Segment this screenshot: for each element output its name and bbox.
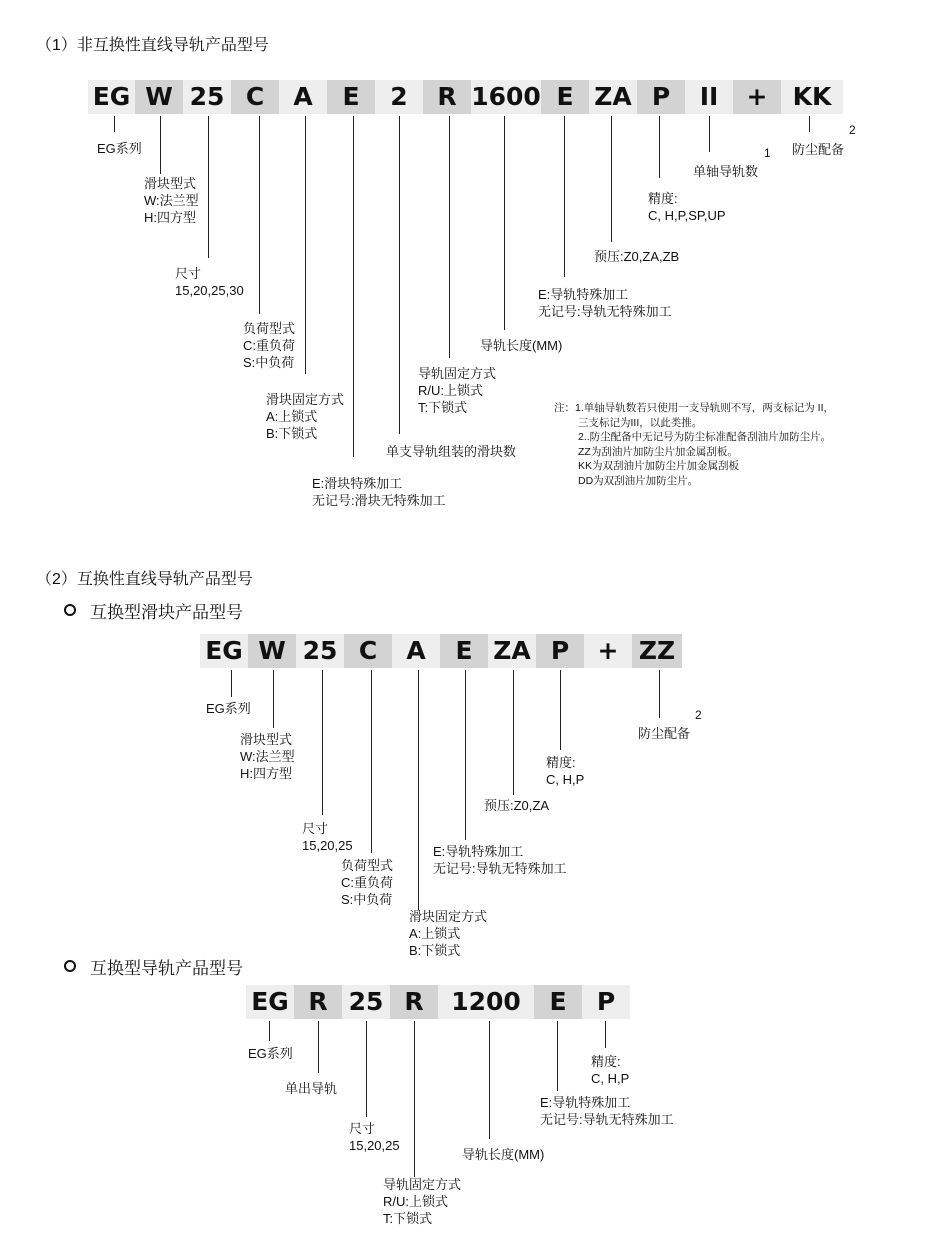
footnote-marker-2: 2 (849, 123, 856, 137)
leader-line (709, 116, 710, 152)
code-seg-rail-special: E (534, 985, 582, 1019)
code-seg-dust: ZZ (632, 634, 682, 668)
code-seg-plus: + (733, 80, 781, 114)
label-single-rail: 单出导轨 (285, 1081, 338, 1096)
code-seg-block-type: W (248, 634, 296, 668)
code-seg-rail-length: 1200 (438, 985, 534, 1019)
leader-line (489, 1021, 490, 1139)
code-seg-precision: P (637, 80, 685, 114)
leader-line (414, 1021, 415, 1177)
code-seg-series: EG (246, 985, 294, 1019)
leader-line (564, 116, 565, 277)
label-rail-count: 单轴导轨数 (693, 164, 759, 179)
leader-line (513, 670, 514, 795)
leader-line (418, 670, 419, 910)
footnote-marker-2: 2 (695, 708, 702, 722)
code-seg-size: 25 (183, 80, 231, 114)
section-2b-title: 互换型导轨产品型号 (90, 959, 243, 978)
leader-line (659, 116, 660, 178)
code-seg-rail-special: E (541, 80, 589, 114)
code-seg-precision: P (582, 985, 630, 1019)
leader-line (560, 670, 561, 750)
leader-line (449, 116, 450, 358)
leader-line (208, 116, 209, 258)
label-load-type: 负荷型式 C:重负荷 S:中负荷 (341, 858, 394, 907)
label-preload: 预压:Z0,ZA (484, 798, 550, 813)
code-seg-series: EG (200, 634, 248, 668)
leader-line (305, 116, 306, 374)
label-rail-mount: 导轨固定方式 R/U:上锁式 T:下锁式 (418, 366, 497, 415)
label-size: 尺寸 15,20,25 (302, 821, 353, 853)
leader-line (605, 1021, 606, 1048)
section-2-title: （2）互换性直线导轨产品型号 (36, 571, 253, 588)
section-1-title: （1）非互换性直线导轨产品型号 (36, 37, 269, 54)
code-seg-rail-mount: R (423, 80, 471, 114)
code-seg-plus: + (584, 634, 632, 668)
label-dust: 防尘配备 (638, 726, 691, 741)
leader-line (259, 116, 260, 314)
code-seg-preload: ZA (589, 80, 637, 114)
notes-block: 注：1.单轴导轨数若只使用一支导轨则不写，两支标记为 II， 三支标记为III，以此类推。 2..防尘配备中无记号为防尘标准配备刮油片加防尘片。 ZZ为刮油片加防尘片加金属刮板。 KK为双刮油片加防尘片加金属刮板 DD为双刮油片加防尘片。 (554, 402, 835, 487)
label-rail-special: E:导轨特殊加工 无记号:导轨无特殊加工 (433, 844, 567, 876)
code-seg-precision: P (536, 634, 584, 668)
label-block-mount: 滑块固定方式 A:上锁式 B:下锁式 (266, 392, 345, 441)
label-series: EG系列 (97, 141, 142, 156)
label-precision: 精度: C, H,P (591, 1054, 630, 1086)
footnote-marker-1: 1 (764, 146, 771, 160)
leader-line (160, 116, 161, 174)
leader-line (269, 1021, 270, 1041)
leader-line (366, 1021, 367, 1117)
code-seg-size: 25 (342, 985, 390, 1019)
code-seg-load-type: C (231, 80, 279, 114)
label-rail-special: E:导轨特殊加工 无记号:导轨无特殊加工 (538, 287, 672, 319)
label-preload: 预压:Z0,ZA,ZB (594, 249, 680, 264)
label-size: 尺寸 15,20,25 (349, 1121, 400, 1153)
leader-line (504, 116, 505, 330)
code-seg-rail-count: II (685, 80, 733, 114)
label-rail-mount: 导轨固定方式 R/U:上锁式 T:下锁式 (383, 1177, 462, 1226)
code-seg-load-type: C (344, 634, 392, 668)
label-block-mount: 滑块固定方式 A:上锁式 B:下锁式 (409, 909, 488, 958)
label-load-type: 负荷型式 C:重负荷 S:中负荷 (243, 321, 296, 370)
leader-line (659, 670, 660, 718)
code-seg-size: 25 (296, 634, 344, 668)
leader-line (114, 116, 115, 132)
leader-line (231, 670, 232, 697)
label-series: EG系列 (206, 701, 251, 716)
code-seg-block-mount: A (392, 634, 440, 668)
code-seg-preload: ZA (488, 634, 536, 668)
code-seg-series: EG (88, 80, 135, 114)
leader-line (809, 116, 810, 132)
label-block-type: 滑块型式 W:法兰型 H:四方型 (240, 732, 295, 781)
code-seg-block-mount: A (279, 80, 327, 114)
label-dust: 防尘配备 (792, 142, 845, 157)
label-rail-length: 导轨长度(MM) (462, 1147, 545, 1162)
label-block-type: 滑块型式 W:法兰型 H:四方型 (144, 176, 199, 225)
bullet-circle-icon (64, 960, 76, 972)
label-precision: 精度: C, H,P,SP,UP (648, 191, 726, 223)
leader-line (322, 670, 323, 815)
label-rail-special: E:导轨特殊加工 无记号:导轨无特殊加工 (540, 1095, 674, 1127)
bullet-circle-icon (64, 604, 76, 616)
code-seg-rail-length: 1600 (471, 80, 541, 114)
code-seg-block-special: E (327, 80, 375, 114)
code-seg-rail-mount: R (390, 985, 438, 1019)
label-series: EG系列 (248, 1046, 293, 1061)
label-size: 尺寸 15,20,25,30 (175, 266, 244, 298)
code-seg-rail-special: E (440, 634, 488, 668)
leader-line (273, 670, 274, 728)
leader-line (465, 670, 466, 840)
label-block-special: E:滑块特殊加工 无记号:滑块无特殊加工 (312, 476, 446, 508)
leader-line (353, 116, 354, 457)
code-seg-block-type: W (135, 80, 183, 114)
leader-line (371, 670, 372, 853)
code-seg-dust: KK (781, 80, 843, 114)
code-seg-block-count: 2 (375, 80, 423, 114)
label-blocks-per-rail: 单支导轨组装的滑块数 (386, 444, 517, 459)
leader-line (399, 116, 400, 434)
code-seg-single-rail: R (294, 985, 342, 1019)
leader-line (557, 1021, 558, 1091)
label-precision: 精度: C, H,P (546, 755, 585, 787)
leader-line (611, 116, 612, 242)
label-rail-length: 导轨长度(MM) (480, 338, 563, 353)
section-2a-title: 互换型滑块产品型号 (90, 603, 243, 622)
leader-line (318, 1021, 319, 1073)
